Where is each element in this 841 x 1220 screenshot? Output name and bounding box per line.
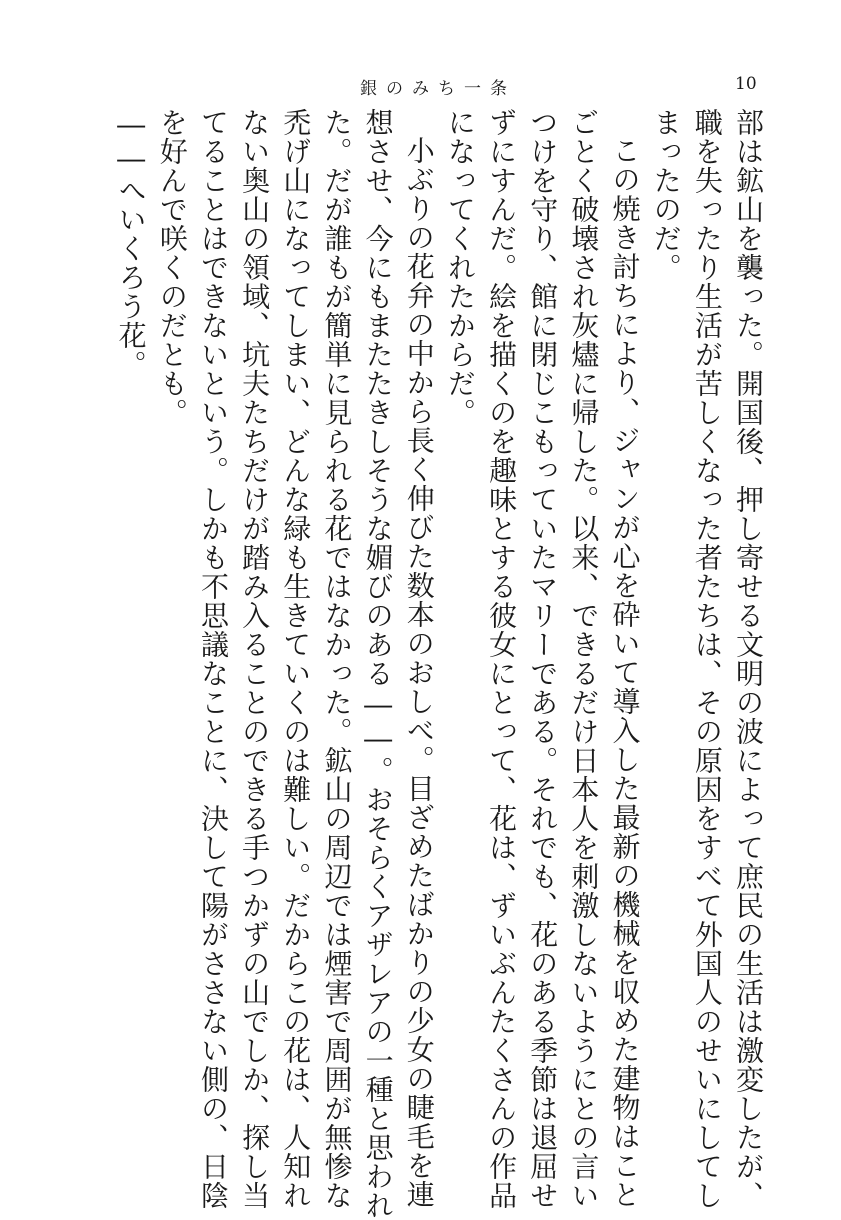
text-line: つけを守り、館に閉じこもっていたマリーである。それでも、花のある季節は退屈せ (526, 108, 560, 1210)
text-line: た。だが誰もが簡単に見られる花ではなかった。鉱山の周辺では煙害で周囲が無惨な (320, 108, 354, 1210)
text-line: ――へいくろう花。 (114, 108, 148, 379)
text-line: 部は鉱山を襲った。開国後、押し寄せる文明の波によって庶民の生活は激変したが、 (732, 108, 765, 1210)
text-line: ごとく破壊され灰燼に帰した。以来、できるだけ日本人を刺激しないようにとの言い (567, 108, 601, 1210)
text-line: この焼き討ちにより、ジャンが心を砕いて導入した最新の機械を収めた建物はこと (608, 136, 642, 1209)
text-line: になってくれたからだ。 (443, 108, 477, 427)
running-title: 銀のみち一条 (360, 79, 516, 99)
text-line: 禿げ山になってしまい、どんな緑も生きていくのは難しい。だからこの花は、人知れ (279, 108, 313, 1210)
text-line: ない奥山の領域、坑夫たちだけが踏み入ることのできる手つかずの山でしか、探し当 (238, 108, 272, 1210)
text-line: ずにすんだ。絵を描くのを趣味とする彼女にとって、花は、ずいぶんたくさんの作品 (485, 108, 519, 1210)
text-line: てることはできないという。しかも不思議なことに、決して陽がささない側の、日陰 (196, 108, 230, 1210)
text-line: 小ぶりの花弁の中から長く伸びた数本のおしべ。目ざめたばかりの少女の睫毛を連 (402, 136, 436, 1209)
text-line: を好んで咲くのだとも。 (155, 108, 189, 427)
text-line: まったのだ。 (649, 108, 683, 282)
text-line: 職を失ったり生活が苦しくなった者たちは、その原因をすべて外国人のせいにしてし (690, 108, 724, 1210)
page-number: 10 (735, 74, 757, 94)
text-line: 想させ、今にもまたたきしそうな媚びのある――。おそらくアザレアの一種と思われ (361, 108, 395, 1220)
body-text (111, 108, 770, 1220)
